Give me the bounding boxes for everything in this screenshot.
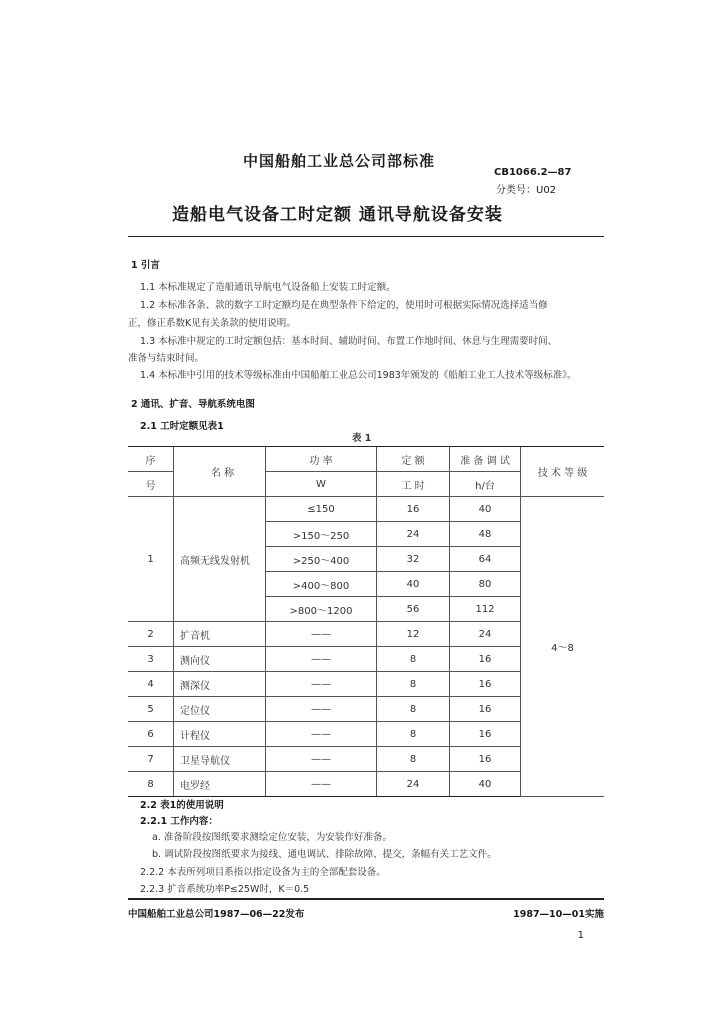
row-no: 3 bbox=[128, 647, 174, 672]
row-name: 扩音机 bbox=[174, 622, 266, 647]
row-test: 40 bbox=[450, 497, 521, 522]
section-2-2-3: 2.2.3 扩音系统功率P≤25W时，K＝0.5 bbox=[140, 884, 310, 895]
row-power: >150～250 bbox=[266, 522, 377, 547]
col-header-no-2: 号 bbox=[128, 472, 174, 497]
row-power: >400～800 bbox=[266, 572, 377, 597]
classification-code: 分类号：U02 bbox=[496, 185, 557, 196]
row-std: 24 bbox=[377, 522, 450, 547]
row-std: 8 bbox=[377, 722, 450, 747]
row-std: 32 bbox=[377, 547, 450, 572]
col-header-no: 序 bbox=[128, 447, 174, 472]
row-test: 16 bbox=[450, 647, 521, 672]
row-std: 24 bbox=[377, 772, 450, 797]
col-header-grade: 技 术 等 级 bbox=[521, 447, 605, 497]
issued-date: 中国船舶工业总公司1987—06—22发布 bbox=[128, 909, 305, 920]
row-name: 测向仪 bbox=[174, 647, 266, 672]
row-std: 8 bbox=[377, 672, 450, 697]
col-header-name: 名 称 bbox=[174, 447, 266, 497]
row-name: 高频无线发射机 bbox=[174, 497, 266, 622]
row-power: —— bbox=[266, 747, 377, 772]
row-std: 8 bbox=[377, 647, 450, 672]
para-1-4: 1.4 本标准中引用的技术等级标准由中国船舶工业总公司1983年颁发的《船舶工业工人技术等级标准》。 bbox=[140, 370, 577, 381]
row-test: 64 bbox=[450, 547, 521, 572]
row-power: —— bbox=[266, 647, 377, 672]
row-std: 12 bbox=[377, 622, 450, 647]
para-1-3a: 1.3 本标准中规定的工时定额包括：基本时间、辅助时间、布置工作地时间、休息与生理需要时间、 bbox=[140, 336, 558, 347]
row-power: —— bbox=[266, 622, 377, 647]
row-name: 卫星导航仪 bbox=[174, 747, 266, 772]
col-header-test: 准 备 调 试 bbox=[450, 447, 521, 472]
row-std: 40 bbox=[377, 572, 450, 597]
row-no: 2 bbox=[128, 622, 174, 647]
row-power: >250～400 bbox=[266, 547, 377, 572]
row-no: 7 bbox=[128, 747, 174, 772]
title-divider bbox=[128, 236, 604, 237]
para-1-2a: 1.2 本标准各条、款的数字工时定额均是在典型条件下给定的，使用时可根据实际情况选择适当修 bbox=[140, 300, 548, 311]
row-no: 5 bbox=[128, 697, 174, 722]
page-number: 1 bbox=[577, 930, 584, 941]
row-no: 6 bbox=[128, 722, 174, 747]
standard-code: CB1066.2—87 bbox=[494, 167, 572, 178]
row-power: —— bbox=[266, 697, 377, 722]
para-1-1: 1.1 本标准规定了造船通讯导航电气设备船上安装工时定额。 bbox=[140, 282, 396, 293]
row-std: 8 bbox=[377, 747, 450, 772]
para-1-2b: 正，修正系数K见有关条款的使用说明。 bbox=[128, 318, 296, 329]
footer-divider bbox=[128, 898, 604, 900]
row-std: 8 bbox=[377, 697, 450, 722]
row-power: —— bbox=[266, 772, 377, 797]
table-row bbox=[128, 497, 604, 522]
document-title: 造船电气设备工时定额 通讯导航设备安装 bbox=[172, 205, 503, 225]
col-header-test-unit: h/台 bbox=[450, 472, 521, 497]
row-test: 16 bbox=[450, 697, 521, 722]
row-name: 定位仪 bbox=[174, 697, 266, 722]
row-test: 48 bbox=[450, 522, 521, 547]
row-test: 16 bbox=[450, 747, 521, 772]
row-power: —— bbox=[266, 672, 377, 697]
org-standard-header: 中国船舶工业总公司部标准 bbox=[243, 152, 436, 170]
row-no: 8 bbox=[128, 772, 174, 797]
row-std: 16 bbox=[377, 497, 450, 522]
row-test: 40 bbox=[450, 772, 521, 797]
row-power: >800～1200 bbox=[266, 597, 377, 622]
row-test: 80 bbox=[450, 572, 521, 597]
section-2-heading: 2 通讯、扩音、导航系统电图 bbox=[131, 399, 255, 410]
row-test: 16 bbox=[450, 722, 521, 747]
row-name: 测深仪 bbox=[174, 672, 266, 697]
row-test: 24 bbox=[450, 622, 521, 647]
row-test: 16 bbox=[450, 672, 521, 697]
grade-value: 4～8 bbox=[521, 497, 605, 797]
item-a: a. 准备阶段按图纸要求测绘定位安装，为安装作好准备。 bbox=[152, 832, 392, 843]
section-2-2-2: 2.2.2 本表所列项目系指以指定设备为主的全部配套设备。 bbox=[140, 867, 386, 878]
row-name: 计程仪 bbox=[174, 722, 266, 747]
row-no: 4 bbox=[128, 672, 174, 697]
col-header-std: 定 额 bbox=[377, 447, 450, 472]
section-1-heading: 1 引言 bbox=[131, 260, 160, 271]
row-no: 1 bbox=[128, 497, 174, 622]
item-b: b. 调试阶段按图纸要求为接线、通电调试、排除故障、提交，条幅有关工艺文件。 bbox=[152, 849, 497, 860]
row-std: 56 bbox=[377, 597, 450, 622]
work-hour-table bbox=[128, 446, 604, 797]
col-header-std-2: 工 时 bbox=[377, 472, 450, 497]
col-header-power-unit: W bbox=[266, 472, 377, 497]
section-2-2-1: 2.2.1 工作内容： bbox=[140, 816, 218, 827]
table-caption: 表 1 bbox=[352, 433, 372, 444]
subsection-2-1: 2.1 工时定额见表1 bbox=[140, 421, 224, 432]
row-power: ≤150 bbox=[266, 497, 377, 522]
effective-date: 1987—10—01实施 bbox=[513, 909, 604, 920]
row-test: 112 bbox=[450, 597, 521, 622]
para-1-3b: 准备与结束时间。 bbox=[128, 353, 205, 364]
section-2-2-heading: 2.2 表1的使用说明 bbox=[140, 800, 224, 811]
col-header-power: 功 率 bbox=[266, 447, 377, 472]
row-name: 电罗经 bbox=[174, 772, 266, 797]
row-power: —— bbox=[266, 722, 377, 747]
